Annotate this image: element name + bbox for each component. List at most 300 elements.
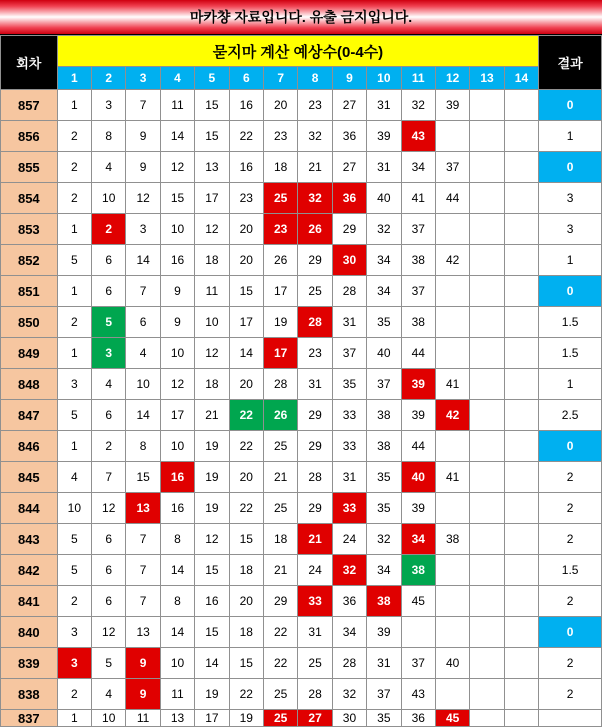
- number-cell: 29: [298, 245, 332, 276]
- prediction-table: [0, 35, 602, 727]
- number-cell: 20: [229, 214, 263, 245]
- round-cell: 841: [1, 586, 58, 617]
- number-cell: 7: [126, 586, 160, 617]
- number-cell: 22: [229, 121, 263, 152]
- number-cell: 19: [195, 462, 229, 493]
- column-number: 8: [298, 67, 332, 90]
- number-cell: 14: [160, 121, 194, 152]
- number-cell: [435, 431, 469, 462]
- number-cell: [504, 152, 539, 183]
- number-cell: 35: [367, 462, 401, 493]
- number-cell: 23: [298, 338, 332, 369]
- number-cell: 38: [401, 245, 435, 276]
- number-cell: 4: [92, 679, 126, 710]
- number-cell: 34: [401, 152, 435, 183]
- number-cell: 34: [401, 524, 435, 555]
- number-cell: 15: [195, 121, 229, 152]
- number-cell: 44: [435, 183, 469, 214]
- result-cell: 3: [539, 214, 602, 245]
- number-cell: [504, 245, 539, 276]
- number-cell: 23: [298, 90, 332, 121]
- number-cell: 15: [126, 462, 160, 493]
- number-cell: 28: [298, 679, 332, 710]
- number-cell: [470, 431, 504, 462]
- number-cell: 29: [263, 586, 297, 617]
- number-cell: 27: [298, 710, 332, 727]
- column-number: 4: [160, 67, 194, 90]
- number-cell: 37: [332, 338, 366, 369]
- round-cell: 849: [1, 338, 58, 369]
- result-cell: 2: [539, 493, 602, 524]
- number-cell: 16: [195, 586, 229, 617]
- number-cell: 39: [401, 493, 435, 524]
- number-cell: [504, 400, 539, 431]
- number-cell: 15: [229, 524, 263, 555]
- number-cell: [504, 524, 539, 555]
- number-cell: [504, 276, 539, 307]
- table-row: [1, 90, 602, 121]
- number-cell: 23: [263, 121, 297, 152]
- number-cell: 40: [367, 183, 401, 214]
- number-cell: [470, 276, 504, 307]
- table-row: [1, 400, 602, 431]
- number-cell: 36: [332, 183, 366, 214]
- number-cell: 31: [367, 152, 401, 183]
- number-cell: 13: [160, 710, 194, 727]
- number-cell: 29: [332, 214, 366, 245]
- number-cell: 6: [92, 276, 126, 307]
- number-cell: 20: [229, 245, 263, 276]
- number-cell: 2: [57, 152, 91, 183]
- number-cell: 25: [298, 276, 332, 307]
- column-number: 12: [435, 67, 469, 90]
- number-cell: 26: [263, 400, 297, 431]
- number-cell: 10: [126, 369, 160, 400]
- number-cell: 27: [332, 152, 366, 183]
- number-cell: 7: [92, 462, 126, 493]
- number-cell: 36: [332, 121, 366, 152]
- result-cell: 0: [539, 276, 602, 307]
- number-cell: [435, 121, 469, 152]
- result-cell: 0: [539, 617, 602, 648]
- number-cell: 15: [229, 276, 263, 307]
- header-title: 묻지마 계산 예상수(0-4수): [57, 36, 539, 67]
- number-cell: 6: [92, 245, 126, 276]
- number-cell: 2: [57, 183, 91, 214]
- table-row: [1, 710, 602, 727]
- column-number: 10: [367, 67, 401, 90]
- number-cell: [470, 462, 504, 493]
- number-cell: 5: [57, 245, 91, 276]
- number-cell: [435, 617, 469, 648]
- round-cell: 846: [1, 431, 58, 462]
- number-cell: 28: [298, 462, 332, 493]
- number-cell: 18: [229, 617, 263, 648]
- number-cell: 38: [367, 400, 401, 431]
- number-cell: 41: [435, 369, 469, 400]
- number-cell: 1: [57, 431, 91, 462]
- number-cell: 25: [263, 493, 297, 524]
- number-cell: 8: [160, 524, 194, 555]
- number-cell: 31: [298, 617, 332, 648]
- number-cell: 16: [229, 152, 263, 183]
- number-cell: [470, 307, 504, 338]
- number-cell: 18: [263, 524, 297, 555]
- number-cell: 11: [160, 679, 194, 710]
- table-row: [1, 524, 602, 555]
- number-cell: 41: [435, 462, 469, 493]
- result-cell: 1.5: [539, 307, 602, 338]
- number-cell: 1: [57, 276, 91, 307]
- number-cell: 22: [229, 431, 263, 462]
- number-cell: 12: [160, 152, 194, 183]
- table-row: [1, 338, 602, 369]
- table-row: [1, 431, 602, 462]
- column-number: 14: [504, 67, 539, 90]
- number-cell: 15: [195, 90, 229, 121]
- round-cell: 840: [1, 617, 58, 648]
- number-cell: [470, 214, 504, 245]
- table-row: [1, 586, 602, 617]
- number-cell: [401, 617, 435, 648]
- number-cell: 35: [367, 307, 401, 338]
- number-cell: 15: [160, 183, 194, 214]
- number-cell: [470, 617, 504, 648]
- number-cell: 8: [126, 431, 160, 462]
- number-cell: 18: [263, 152, 297, 183]
- number-cell: [504, 121, 539, 152]
- number-cell: 3: [126, 214, 160, 245]
- number-cell: 22: [263, 648, 297, 679]
- number-cell: 9: [126, 152, 160, 183]
- number-cell: 8: [160, 586, 194, 617]
- number-cell: 5: [92, 648, 126, 679]
- number-cell: 29: [298, 493, 332, 524]
- round-cell: 848: [1, 369, 58, 400]
- number-cell: 2: [57, 679, 91, 710]
- number-cell: 33: [332, 400, 366, 431]
- number-cell: 4: [57, 462, 91, 493]
- round-cell: 839: [1, 648, 58, 679]
- number-cell: [470, 121, 504, 152]
- number-cell: 19: [195, 679, 229, 710]
- number-cell: 19: [195, 493, 229, 524]
- number-cell: 14: [126, 400, 160, 431]
- number-cell: 20: [229, 462, 263, 493]
- result-cell: 1: [539, 369, 602, 400]
- number-cell: 29: [298, 400, 332, 431]
- number-cell: 1: [57, 90, 91, 121]
- number-cell: 6: [92, 586, 126, 617]
- number-cell: 11: [126, 710, 160, 727]
- round-cell: 856: [1, 121, 58, 152]
- number-cell: 18: [195, 245, 229, 276]
- number-cell: 20: [263, 90, 297, 121]
- number-cell: 32: [298, 183, 332, 214]
- number-cell: 44: [401, 338, 435, 369]
- number-cell: 4: [126, 338, 160, 369]
- number-cell: 37: [401, 648, 435, 679]
- number-cell: 28: [332, 648, 366, 679]
- number-cell: [504, 431, 539, 462]
- number-cell: 13: [126, 617, 160, 648]
- number-cell: [504, 493, 539, 524]
- round-cell: 837: [1, 710, 58, 727]
- round-cell: 851: [1, 276, 58, 307]
- number-cell: 39: [401, 400, 435, 431]
- number-cell: 14: [160, 555, 194, 586]
- round-cell: 845: [1, 462, 58, 493]
- number-cell: [504, 338, 539, 369]
- number-cell: 28: [298, 307, 332, 338]
- number-cell: 25: [263, 710, 297, 727]
- number-cell: 19: [229, 710, 263, 727]
- column-number: 1: [57, 67, 91, 90]
- table-body: [1, 90, 602, 727]
- number-cell: 17: [263, 338, 297, 369]
- number-cell: 6: [126, 307, 160, 338]
- result-cell: 2.5: [539, 400, 602, 431]
- number-cell: 40: [435, 648, 469, 679]
- number-cell: 16: [160, 462, 194, 493]
- number-cell: 3: [57, 369, 91, 400]
- number-cell: 37: [401, 214, 435, 245]
- number-cell: 12: [195, 524, 229, 555]
- number-cell: [504, 586, 539, 617]
- number-cell: [470, 400, 504, 431]
- number-cell: [470, 369, 504, 400]
- result-cell: 0: [539, 90, 602, 121]
- table-row: [1, 617, 602, 648]
- table-row: [1, 679, 602, 710]
- number-cell: [504, 555, 539, 586]
- number-cell: [470, 183, 504, 214]
- number-cell: 31: [367, 648, 401, 679]
- number-cell: 22: [263, 617, 297, 648]
- number-cell: 32: [367, 524, 401, 555]
- number-cell: 15: [195, 617, 229, 648]
- number-cell: 34: [367, 276, 401, 307]
- number-cell: 2: [57, 586, 91, 617]
- number-cell: 32: [332, 555, 366, 586]
- number-cell: [504, 214, 539, 245]
- number-cell: 16: [160, 245, 194, 276]
- number-cell: 26: [298, 214, 332, 245]
- number-cell: 22: [229, 400, 263, 431]
- number-cell: 24: [332, 524, 366, 555]
- number-cell: 13: [195, 152, 229, 183]
- number-cell: 37: [401, 276, 435, 307]
- result-cell: 2: [539, 679, 602, 710]
- number-cell: [504, 307, 539, 338]
- number-cell: 35: [367, 710, 401, 727]
- result-cell: 1: [539, 121, 602, 152]
- number-cell: 45: [435, 710, 469, 727]
- table-row: [1, 555, 602, 586]
- number-cell: 38: [401, 555, 435, 586]
- column-number: 5: [195, 67, 229, 90]
- number-cell: 1: [57, 710, 91, 727]
- number-cell: [504, 648, 539, 679]
- number-cell: 12: [92, 493, 126, 524]
- table-row: [1, 183, 602, 214]
- number-cell: 10: [92, 710, 126, 727]
- number-cell: 20: [229, 586, 263, 617]
- table-row: [1, 245, 602, 276]
- number-cell: 39: [435, 90, 469, 121]
- number-cell: 4: [92, 369, 126, 400]
- number-cell: 24: [298, 555, 332, 586]
- number-cell: 23: [229, 183, 263, 214]
- round-cell: 842: [1, 555, 58, 586]
- number-cell: 15: [195, 555, 229, 586]
- number-cell: [504, 462, 539, 493]
- number-cell: 16: [160, 493, 194, 524]
- number-cell: 32: [367, 214, 401, 245]
- header-result: 결과: [539, 36, 602, 90]
- number-cell: 40: [401, 462, 435, 493]
- round-cell: 854: [1, 183, 58, 214]
- number-cell: 21: [263, 555, 297, 586]
- result-cell: 1.5: [539, 338, 602, 369]
- number-cell: 38: [435, 524, 469, 555]
- number-cell: 2: [57, 307, 91, 338]
- number-cell: 36: [332, 586, 366, 617]
- number-cell: 33: [298, 586, 332, 617]
- number-cell: [435, 586, 469, 617]
- number-cell: 7: [126, 555, 160, 586]
- number-cell: 37: [367, 679, 401, 710]
- number-cell: 40: [367, 338, 401, 369]
- round-cell: 852: [1, 245, 58, 276]
- number-cell: 12: [195, 214, 229, 245]
- number-cell: 15: [229, 648, 263, 679]
- number-cell: [504, 90, 539, 121]
- table-row: [1, 152, 602, 183]
- number-cell: [470, 555, 504, 586]
- number-cell: [504, 183, 539, 214]
- number-cell: 22: [229, 493, 263, 524]
- column-number: 9: [332, 67, 366, 90]
- table-row: [1, 462, 602, 493]
- number-cell: [435, 307, 469, 338]
- number-cell: 14: [195, 648, 229, 679]
- number-cell: 5: [57, 524, 91, 555]
- number-cell: 43: [401, 679, 435, 710]
- number-cell: 38: [401, 307, 435, 338]
- table-row: [1, 276, 602, 307]
- round-cell: 850: [1, 307, 58, 338]
- number-cell: 3: [92, 338, 126, 369]
- result-cell: 0: [539, 152, 602, 183]
- number-cell: 16: [229, 90, 263, 121]
- header-round: 회차: [1, 36, 58, 90]
- number-cell: 30: [332, 710, 366, 727]
- number-cell: 7: [126, 276, 160, 307]
- number-cell: 1: [57, 214, 91, 245]
- round-cell: 857: [1, 90, 58, 121]
- number-cell: 4: [92, 152, 126, 183]
- round-cell: 853: [1, 214, 58, 245]
- number-cell: 5: [92, 307, 126, 338]
- number-cell: 35: [367, 493, 401, 524]
- number-cell: [435, 338, 469, 369]
- number-cell: 28: [332, 276, 366, 307]
- number-cell: 33: [332, 493, 366, 524]
- result-cell: 0: [539, 431, 602, 462]
- number-cell: 9: [126, 648, 160, 679]
- number-cell: 10: [57, 493, 91, 524]
- number-cell: 10: [195, 307, 229, 338]
- round-cell: 838: [1, 679, 58, 710]
- number-cell: 39: [367, 617, 401, 648]
- number-cell: 6: [92, 524, 126, 555]
- column-number: 13: [470, 67, 504, 90]
- number-cell: [504, 679, 539, 710]
- number-cell: 3: [92, 90, 126, 121]
- number-cell: 21: [298, 524, 332, 555]
- number-cell: 21: [263, 462, 297, 493]
- number-cell: 37: [367, 369, 401, 400]
- number-cell: 5: [57, 400, 91, 431]
- number-cell: 10: [160, 431, 194, 462]
- number-cell: 11: [160, 90, 194, 121]
- number-cell: 25: [263, 679, 297, 710]
- number-cell: 3: [57, 648, 91, 679]
- number-cell: 31: [332, 462, 366, 493]
- table-row: [1, 648, 602, 679]
- result-cell: 2: [539, 462, 602, 493]
- number-cell: 23: [263, 214, 297, 245]
- number-cell: 5: [57, 555, 91, 586]
- number-cell: [470, 524, 504, 555]
- number-cell: 35: [332, 369, 366, 400]
- number-cell: [470, 710, 504, 727]
- number-cell: 26: [263, 245, 297, 276]
- number-cell: 42: [435, 400, 469, 431]
- table-row: [1, 121, 602, 152]
- number-cell: 14: [160, 617, 194, 648]
- number-cell: 6: [92, 555, 126, 586]
- number-cell: 21: [298, 152, 332, 183]
- banner-text: 마카챵 자료입니다. 유출 금지입니다.: [189, 9, 413, 25]
- number-cell: 9: [160, 276, 194, 307]
- number-cell: [470, 245, 504, 276]
- number-cell: [504, 369, 539, 400]
- number-cell: 32: [332, 679, 366, 710]
- table-row: [1, 214, 602, 245]
- number-cell: [470, 679, 504, 710]
- number-cell: 7: [126, 90, 160, 121]
- number-cell: [504, 710, 539, 727]
- table-row: [1, 307, 602, 338]
- number-cell: 10: [92, 183, 126, 214]
- number-cell: 32: [401, 90, 435, 121]
- number-cell: 31: [367, 90, 401, 121]
- number-cell: [435, 679, 469, 710]
- number-cell: [470, 152, 504, 183]
- number-cell: 27: [332, 90, 366, 121]
- number-cell: 2: [92, 214, 126, 245]
- number-cell: 2: [57, 121, 91, 152]
- number-cell: 17: [160, 400, 194, 431]
- number-cell: 25: [263, 431, 297, 462]
- table-row: [1, 493, 602, 524]
- number-cell: 12: [92, 617, 126, 648]
- number-cell: 30: [332, 245, 366, 276]
- number-cell: 25: [298, 648, 332, 679]
- number-cell: 12: [160, 369, 194, 400]
